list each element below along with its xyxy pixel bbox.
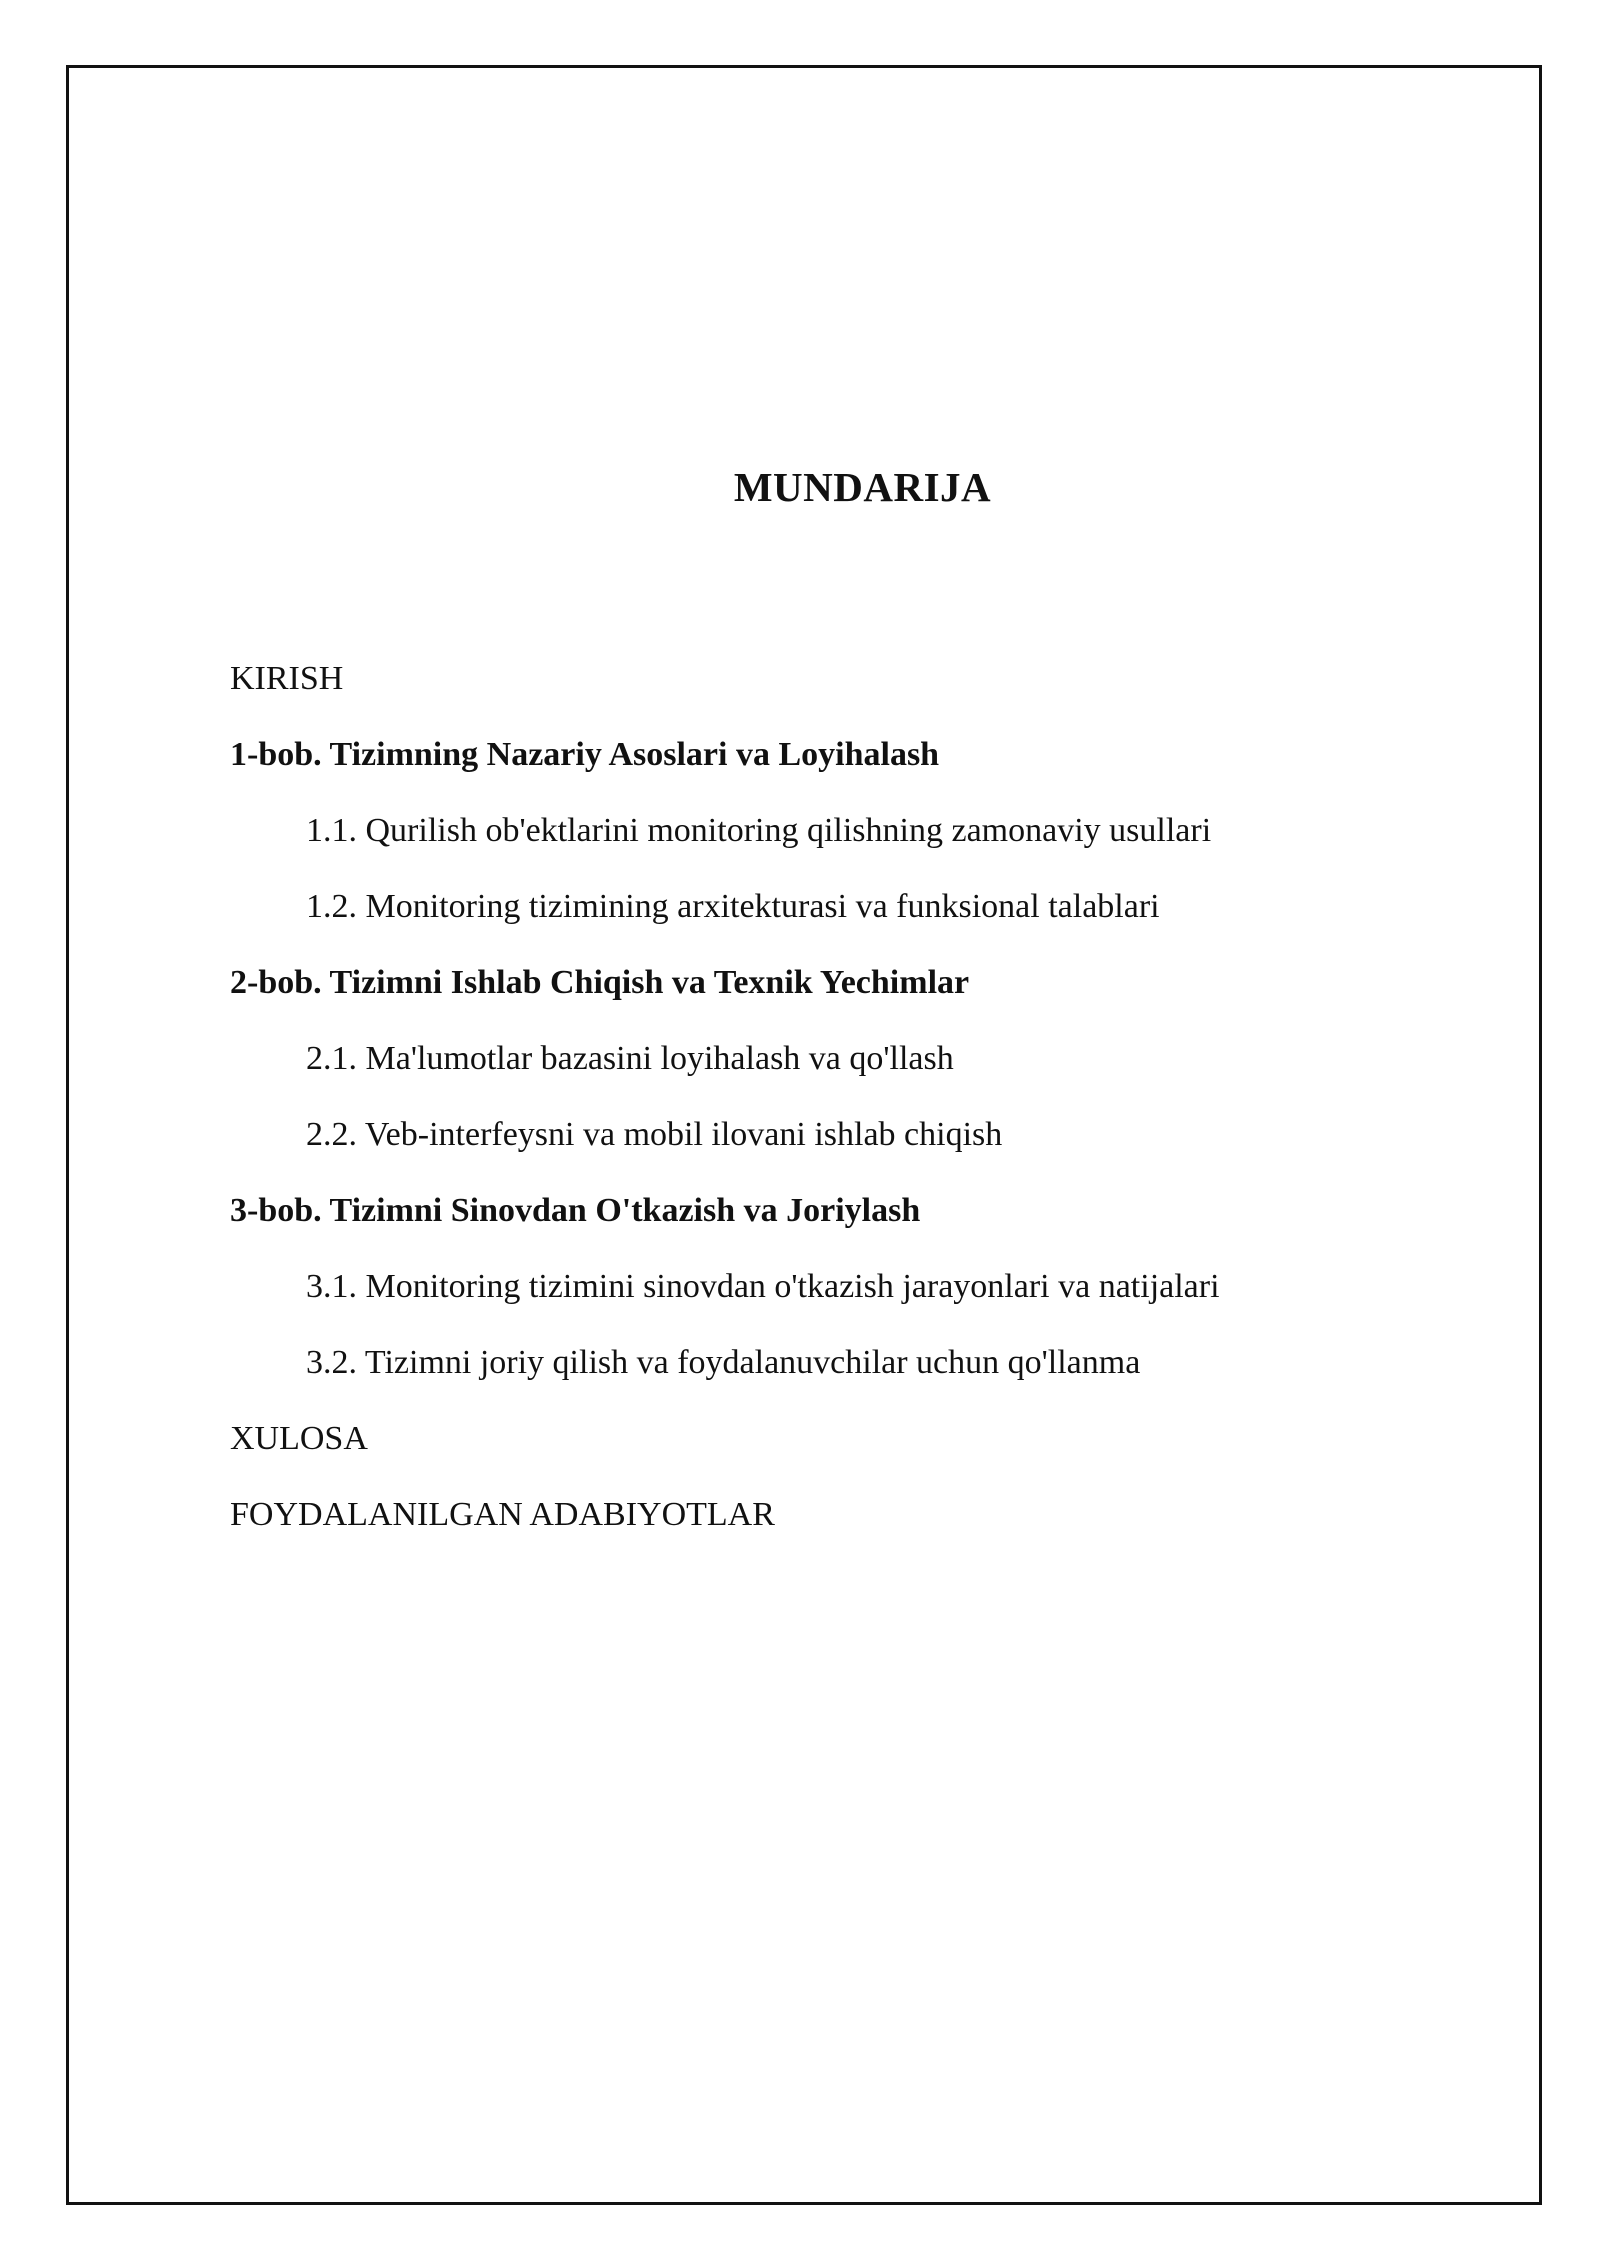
toc-entry-conclusion: XULOSA — [230, 1420, 368, 1457]
toc-chapter-3: 3-bob. Tizimni Sinovdan O'tkazish va Joriylash — [230, 1192, 921, 1229]
toc-section-3-2: 3.2. Tizimni joriy qilish va foydalanuvchilar uchun qo'llanma — [306, 1344, 1141, 1381]
toc-entry-introduction: KIRISH — [230, 660, 344, 697]
table-of-contents — [230, 641, 1220, 1553]
toc-chapter-1: 1-bob. Tizimning Nazariy Asoslari va Loyihalash — [230, 736, 940, 773]
toc-chapter-2: 2-bob. Tizimni Ishlab Chiqish va Texnik Yechimlar — [230, 964, 970, 1001]
page-title: MUNDARIJA — [733, 464, 992, 510]
toc-section-2-2: 2.2. Veb-interfeysni va mobil ilovani ishlab chiqish — [306, 1116, 1003, 1153]
toc-section-2-1: 2.1. Ma'lumotlar bazasini loyihalash va qo'llash — [306, 1040, 954, 1077]
toc-section-3-1: 3.1. Monitoring tizimini sinovdan o'tkazish jarayonlari va natijalari — [306, 1268, 1220, 1305]
toc-section-1-2: 1.2. Monitoring tizimining arxitekturasi va funksional talablari — [306, 888, 1160, 925]
toc-entry-references: FOYDALANILGAN ADABIYOTLAR — [230, 1496, 775, 1533]
toc-section-1-1: 1.1. Qurilish ob'ektlarini monitoring qilishning zamonaviy usullari — [306, 812, 1212, 849]
